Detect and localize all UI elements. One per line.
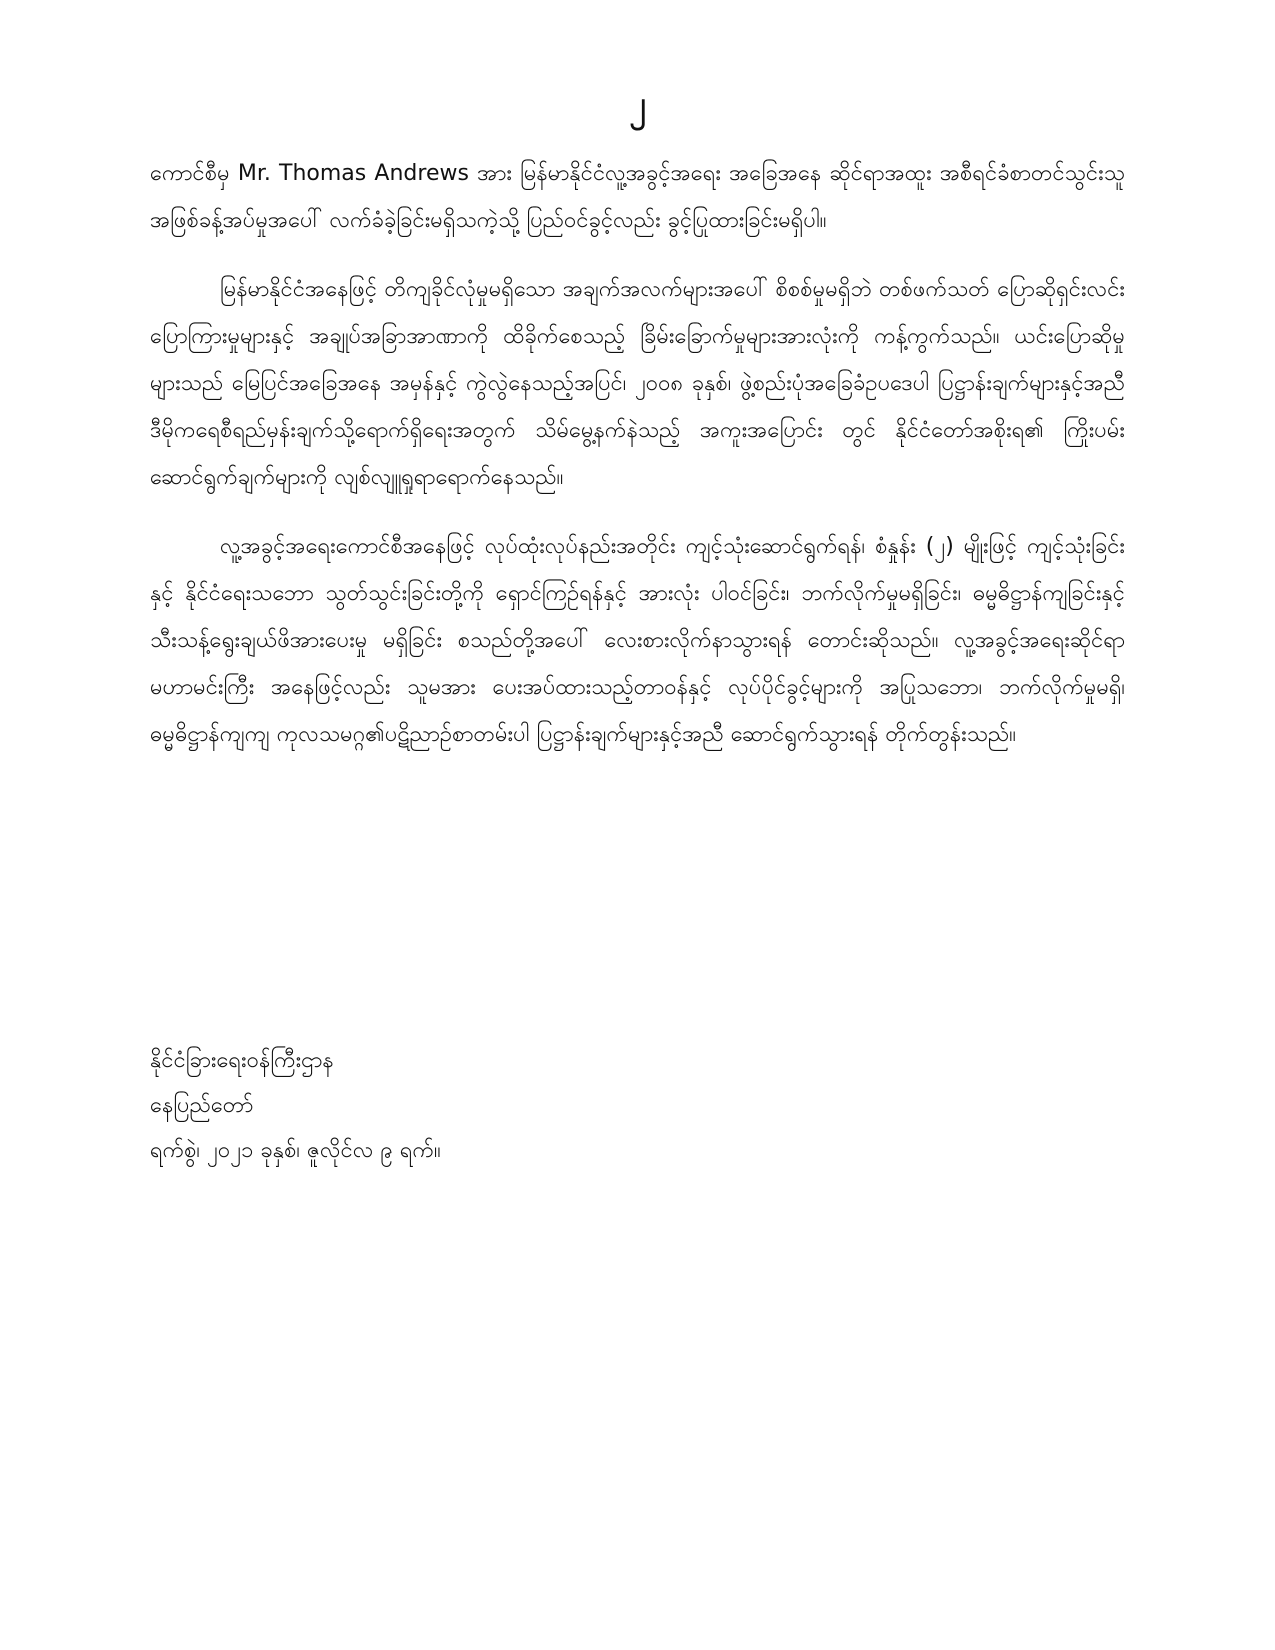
paragraph-1: ကောင်စီမှ Mr. Thomas Andrews အား မြန်မာနိုင်ငံလူ့အခွင့်အရေး အခြေအနေ ဆိုင်ရာအထူး အစီရင်ခံစာတင်သွင်းသူအဖြစ်ခန့်အပ်မှုအပေါ် လက်ခံခဲ့ခြင်းမရှိသကဲ့သို့ ပြည်ဝင်ခွင့်လည်း ခွင့်ပြုထားခြင်းမရှိပါ။: [150, 161, 1125, 233]
ministry-name: နိုင်ငံခြားရေးဝန်ကြီးဌာန: [150, 1048, 334, 1073]
signature-block: [150, 1038, 850, 1173]
document-date: ရက်စွဲ၊ ၂၀၂၁ ခုနှစ်၊ ဇူလိုင်လ ၉ ရက်။: [150, 1138, 441, 1163]
document-body: [150, 150, 1125, 780]
place-name: နေပြည်တော်: [150, 1093, 254, 1118]
page-number: ၂: [629, 84, 646, 124]
paragraph-2: မြန်မာနိုင်ငံအနေဖြင့် တိကျခိုင်လုံမှုမရှိသော အချက်အလက်များအပေါ် စိစစ်မှုမရှိဘဲ တစ်ဖက်သတ် ပြောဆိုရှင်းလင်းပြောကြားမှုများနှင့် အချုပ်အခြာအာဏာကို ထိခိုက်စေသည့် ခြိမ်းခြောက်မှုများအားလုံးကို ကန့်ကွက်သည်။ ယင်းပြောဆိုမှုများသည် မြေပြင်အခြေအနေ အမှန်နှင့် ကွဲလွဲနေသည့်အပြင်၊ ၂၀၀၈ ခုနှစ်၊ ဖွဲ့စည်းပုံအခြေခံဥပဒေပါ ပြဋ္ဌာန်းချက်များနှင့်အညီ ဒီမိုကရေစီရည်မှန်းချက်သို့ရောက်ရှိရေးအတွက် သိမ်မွေ့နက်နဲသည့် အကူးအပြောင်း တွင် နိုင်ငံတော်အစိုးရ၏ ကြိုးပမ်းဆောင်ရွက်ချက်များကို လျစ်လျူရှုရာရောက်နေသည်။: [150, 277, 1125, 490]
paragraph-3: လူ့အခွင့်အရေးကောင်စီအနေဖြင့် လုပ်ထုံးလုပ်နည်းအတိုင်း ကျင့်သုံးဆောင်ရွက်ရန်၊ စံနှုန်း (၂) မျိုးဖြင့် ကျင့်သုံးခြင်းနှင့် နိုင်ငံရေးသဘော သွတ်သွင်းခြင်းတို့ကို ရှောင်ကြဉ်ရန်နှင့် အားလုံး ပါဝင်ခြင်း၊ ဘက်လိုက်မှုမရှိခြင်း၊ ဓမ္မဓိဋ္ဌာန်ကျခြင်းနှင့် သီးသန့်ရွေးချယ်ဖိအားပေးမှု မရှိခြင်း စသည်တို့အပေါ် လေးစားလိုက်နာသွားရန် တောင်းဆိုသည်။ လူ့အခွင့်အရေးဆိုင်ရာ မဟာမင်းကြီး အနေဖြင့်လည်း သူမအား ပေးအပ်ထားသည့်တာဝန်နှင့် လုပ်ပိုင်ခွင့်များကို အပြုသဘော၊ ဘက်လိုက်မှုမရှိ၊ ဓမ္မဓိဋ္ဌာန်ကျကျ ကုလသမဂ္ဂ၏ပဋိညာဉ်စာတမ်းပါ ပြဋ္ဌာန်းချက်များနှင့်အညီ ဆောင်ရွက်သွားရန် တိုက်တွန်းသည်။: [150, 534, 1125, 747]
